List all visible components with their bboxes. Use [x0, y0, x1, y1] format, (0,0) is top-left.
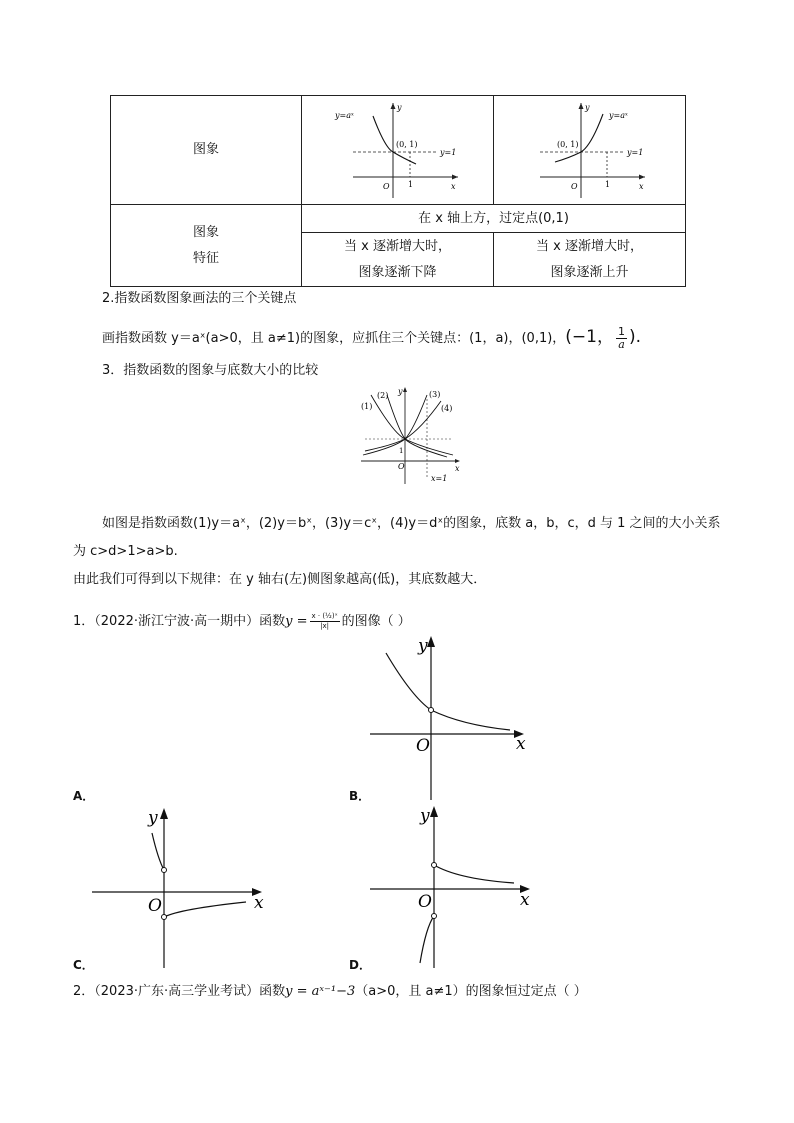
option-d-label[interactable]: D．	[349, 958, 371, 972]
section3-heading: 3．指数函数的图象与底数大小的比较	[102, 363, 319, 378]
y-label: y	[420, 806, 430, 826]
q1-prefix: 1．（2022·浙江宁波·高一期中）函数	[73, 614, 286, 629]
y-axis-label: y	[584, 103, 590, 112]
section3-rule: 由此我们可得到以下规律：在 y 轴右(左)侧图象越高(低)，其底数越大．	[73, 572, 487, 587]
row-label-features	[111, 205, 302, 287]
increasing-feature	[494, 233, 686, 287]
x-eq-one-label: x=1	[431, 474, 448, 483]
decreasing-feature-line-2: 图象逐渐下降	[358, 264, 437, 280]
key-point-fraction	[616, 326, 627, 351]
row-label-features-1: 图象	[192, 224, 219, 240]
row-label-graph: 图象	[111, 96, 302, 205]
label-1: (1)	[361, 402, 373, 411]
x-label: x	[520, 890, 530, 910]
label-3: (3)	[429, 390, 441, 399]
option-a-label[interactable]: A．	[73, 789, 95, 803]
label-4: (4)	[441, 404, 453, 413]
origin-label: O	[382, 182, 390, 191]
q1-formula-den: |x|	[320, 622, 330, 630]
base-comparison-figure	[355, 385, 465, 485]
origin-label: O	[148, 896, 162, 916]
one-label: 1	[399, 447, 404, 455]
fraction-num: 1	[618, 325, 625, 338]
curve-label: y=aˣ	[334, 111, 354, 120]
exponential-properties-table	[110, 95, 686, 287]
option-d-graph	[368, 803, 538, 968]
graph-increasing-cell	[494, 96, 686, 205]
tick-one: 1	[407, 180, 413, 189]
x-label: x	[455, 464, 460, 473]
q2-formula: y = aˣ⁻¹−3	[285, 984, 356, 999]
origin-label: O	[570, 182, 578, 191]
line-label: y=1	[626, 148, 643, 157]
q1-formula-fraction	[310, 612, 340, 631]
point-label: (0, 1)	[395, 140, 418, 149]
q1-suffix: 的图像（ ）	[341, 614, 411, 629]
x-axis-label: x	[638, 182, 644, 191]
question-1	[73, 612, 411, 631]
decreasing-feature	[302, 233, 494, 287]
curve-label: y=aˣ	[608, 111, 628, 120]
key-point-prefix: (−1，	[565, 327, 614, 347]
option-c-label[interactable]: C．	[73, 958, 94, 972]
section3-para2: 为 c>d>1>a>b.	[73, 544, 178, 559]
graph-decreasing	[333, 100, 463, 200]
option-b-label[interactable]: B．	[349, 789, 371, 803]
question-2	[73, 983, 587, 1001]
origin-label: O	[418, 892, 432, 912]
row-label-features-2: 特征	[192, 250, 219, 266]
graph-increasing	[525, 100, 655, 200]
x-label: x	[516, 734, 526, 754]
decreasing-feature-line-1: 当 x 逐渐增大时，	[344, 238, 451, 254]
y-label: y	[398, 387, 403, 396]
key-point-suffix: ).	[629, 327, 642, 347]
x-label: x	[254, 893, 264, 913]
y-label: y	[148, 808, 158, 828]
origin-label: O	[398, 462, 405, 471]
x-axis-label: x	[450, 182, 456, 191]
graph-decreasing-cell	[302, 96, 494, 205]
label-2: (2)	[377, 391, 389, 400]
increasing-feature-line-1: 当 x 逐渐增大时，	[536, 238, 643, 254]
fraction-den: a	[618, 338, 625, 351]
point-label: (0, 1)	[556, 140, 579, 149]
origin-label: O	[416, 736, 430, 756]
section2-body: 画指数函数 y＝aˣ(a>0，且 a≠1)的图象，应抓住三个关键点：(1，a)，(0,1)，	[102, 331, 566, 346]
q1-formula-lhs: y =	[285, 614, 308, 629]
y-axis-label: y	[396, 103, 402, 112]
line-label: y=1	[439, 148, 456, 157]
tick-one: 1	[604, 180, 610, 189]
option-c-graph	[90, 803, 270, 968]
section2-text	[102, 326, 641, 351]
section3-para1: 如图是指数函数(1)y＝aˣ，(2)y＝bˣ，(3)y＝cˣ，(4)y＝dˣ的图象，底数 a，b，c，d 与 1 之间的大小关系	[102, 516, 721, 531]
q1-formula-num: x · (½)ˣ	[311, 612, 338, 620]
increasing-feature-line-2: 图象逐渐上升	[550, 264, 629, 280]
y-label: y	[418, 636, 428, 656]
option-b-graph	[368, 633, 533, 800]
q2-prefix: 2．（2023·广东·高三学业考试）函数	[73, 984, 286, 999]
common-feature: 在 x 轴上方，过定点(0,1)	[302, 205, 686, 233]
section2-heading: 2.指数函数图象画法的三个关键点	[102, 291, 297, 306]
q2-suffix: （a>0，且 a≠1）的图象恒过定点（ ）	[355, 984, 587, 999]
